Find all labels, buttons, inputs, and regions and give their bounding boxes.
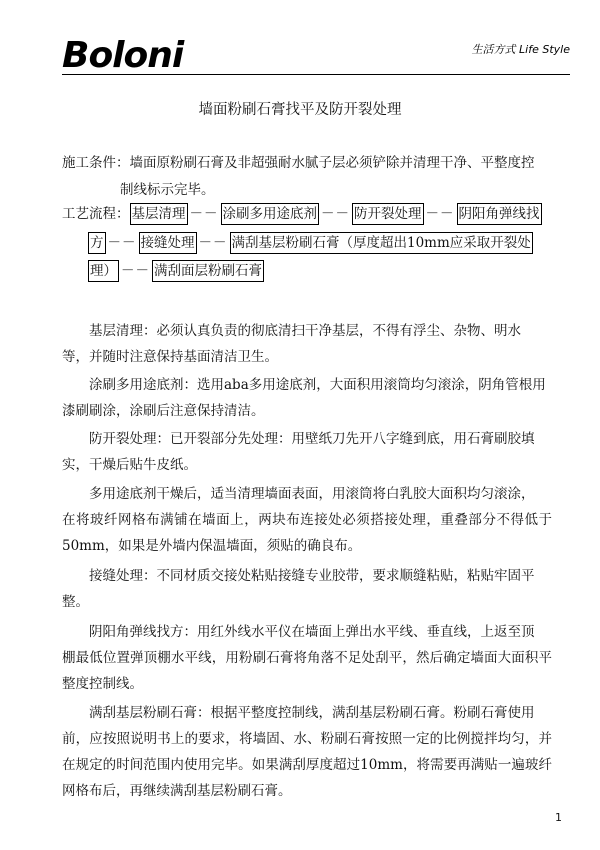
paragraph-rest: 实，干燥后贴牛皮纸。 (62, 457, 197, 473)
flow-label: 工艺流程： (62, 206, 130, 222)
flow-step-corner-line-part1: 阴阳角弹线找 (457, 203, 542, 225)
paragraph-joint (62, 563, 552, 615)
flow-row-3 (88, 260, 264, 282)
paragraph-mesh (62, 481, 552, 559)
paragraph-line-1: 基层清理：必须认真负责的彻底清扫干净基层，不得有浮尘、杂物、明水 (89, 323, 521, 339)
flow-step-primer: 涂刷多用途底剂 (221, 203, 320, 225)
header-divider (62, 74, 570, 75)
paragraph-line-1: 阴阳角弹线找方：用红外线水平仪在墙面上弹出水平线、垂直线，上返至顶 (89, 624, 535, 640)
flow-step-base-plaster-part2: 理） (88, 260, 119, 282)
paragraph-line-1: 接缝处理：不同材质交接处粘贴接缝专业胶带，要求顺缝粘贴，粘贴牢固平 (89, 568, 535, 584)
paragraph-corner-line (62, 619, 552, 697)
condition-line-2: 制线标示完毕。 (120, 182, 215, 198)
flow-dash: －－ (121, 263, 150, 279)
paragraph-line-1: 防开裂处理：已开裂部分先处理：用壁纸刀先开八字缝到底，用石膏刷胶填 (89, 431, 535, 447)
paragraph-base-cleaning (62, 318, 552, 370)
paragraph-line-1: 涂刷多用途底剂：选用aba多用途底剂，大面积用滚筒均匀滚涂，阴角管根用 (89, 377, 546, 393)
flow-step-joint: 接缝处理 (139, 232, 197, 254)
paragraph-anti-crack (62, 426, 552, 478)
document-title: 墙面粉刷石膏找平及防开裂处理 (198, 102, 402, 118)
paragraph-base-plaster (62, 700, 552, 804)
flow-row-2 (88, 232, 533, 254)
flow-dash: －－ (425, 206, 455, 222)
paragraph-line-1: 多用途底剂干燥后，适当清理墙面表面，用滚筒将白乳胶大面积均匀滚涂， (89, 486, 535, 502)
flow-dash: －－ (107, 235, 137, 251)
paragraph-primer (62, 372, 552, 424)
header-tagline: 生活方式 Life Style (471, 43, 570, 56)
flow-step-corner-line-part2: 方 (88, 232, 106, 254)
flow-step-base-cleaning: 基层清理 (130, 203, 188, 225)
paragraph-rest: 棚最低位置弹顶棚水平线，用粉刷石膏将角落不足处刮平，然后确定墙面大面积平整度控制线。 (62, 650, 552, 692)
paragraph-line-1: 满刮基层粉刷石膏：根据平整度控制线，满刮基层粉刷石膏。粉刷石膏使用 (89, 705, 535, 721)
condition-label: 施工条件： (62, 155, 130, 171)
flow-step-base-plaster-part1: 满刮基层粉刷石膏（厚度超出10mm应采取开裂处 (230, 232, 533, 254)
paragraph-rest: 整。 (62, 594, 89, 610)
flow-step-surface-plaster: 满刮面层粉刷石膏 (152, 260, 264, 282)
paragraph-rest: 前，应按照说明书上的要求，将墙固、水、粉刷石膏按照一定的比例搅拌均匀，并在规定的时间范围内使用完毕。如果满刮厚度超过10mm，将需要再满贴一遍玻纤网格布后，再继续满刮基层粉刷石膏。 (62, 731, 552, 799)
flow-step-anti-crack: 防开裂处理 (352, 203, 424, 225)
paragraph-rest: 在将玻纤网格布满铺在墙面上，两块布连接处必须搭接处理，重叠部分不得低于50mm，如果是外墙内保温墙面，须贴的确良布。 (62, 512, 552, 554)
page-number: 1 (555, 811, 562, 824)
flow-row-1 (62, 203, 542, 225)
condition-line-1 (62, 150, 570, 177)
brand-logo: Boloni (62, 35, 184, 76)
flow-dash: －－ (189, 206, 219, 222)
paragraph-rest: 漆刷刷涂，涂刷后注意保持清洁。 (62, 403, 265, 419)
paragraph-rest: 等，并随时注意保持基面清洁卫生。 (62, 349, 278, 365)
flow-dash: －－ (321, 206, 350, 222)
flow-dash: －－ (198, 235, 228, 251)
condition-text-1: 墙面原粉刷石膏及非超强耐水腻子层必须铲除并清理干净、平整度控 (129, 155, 535, 171)
